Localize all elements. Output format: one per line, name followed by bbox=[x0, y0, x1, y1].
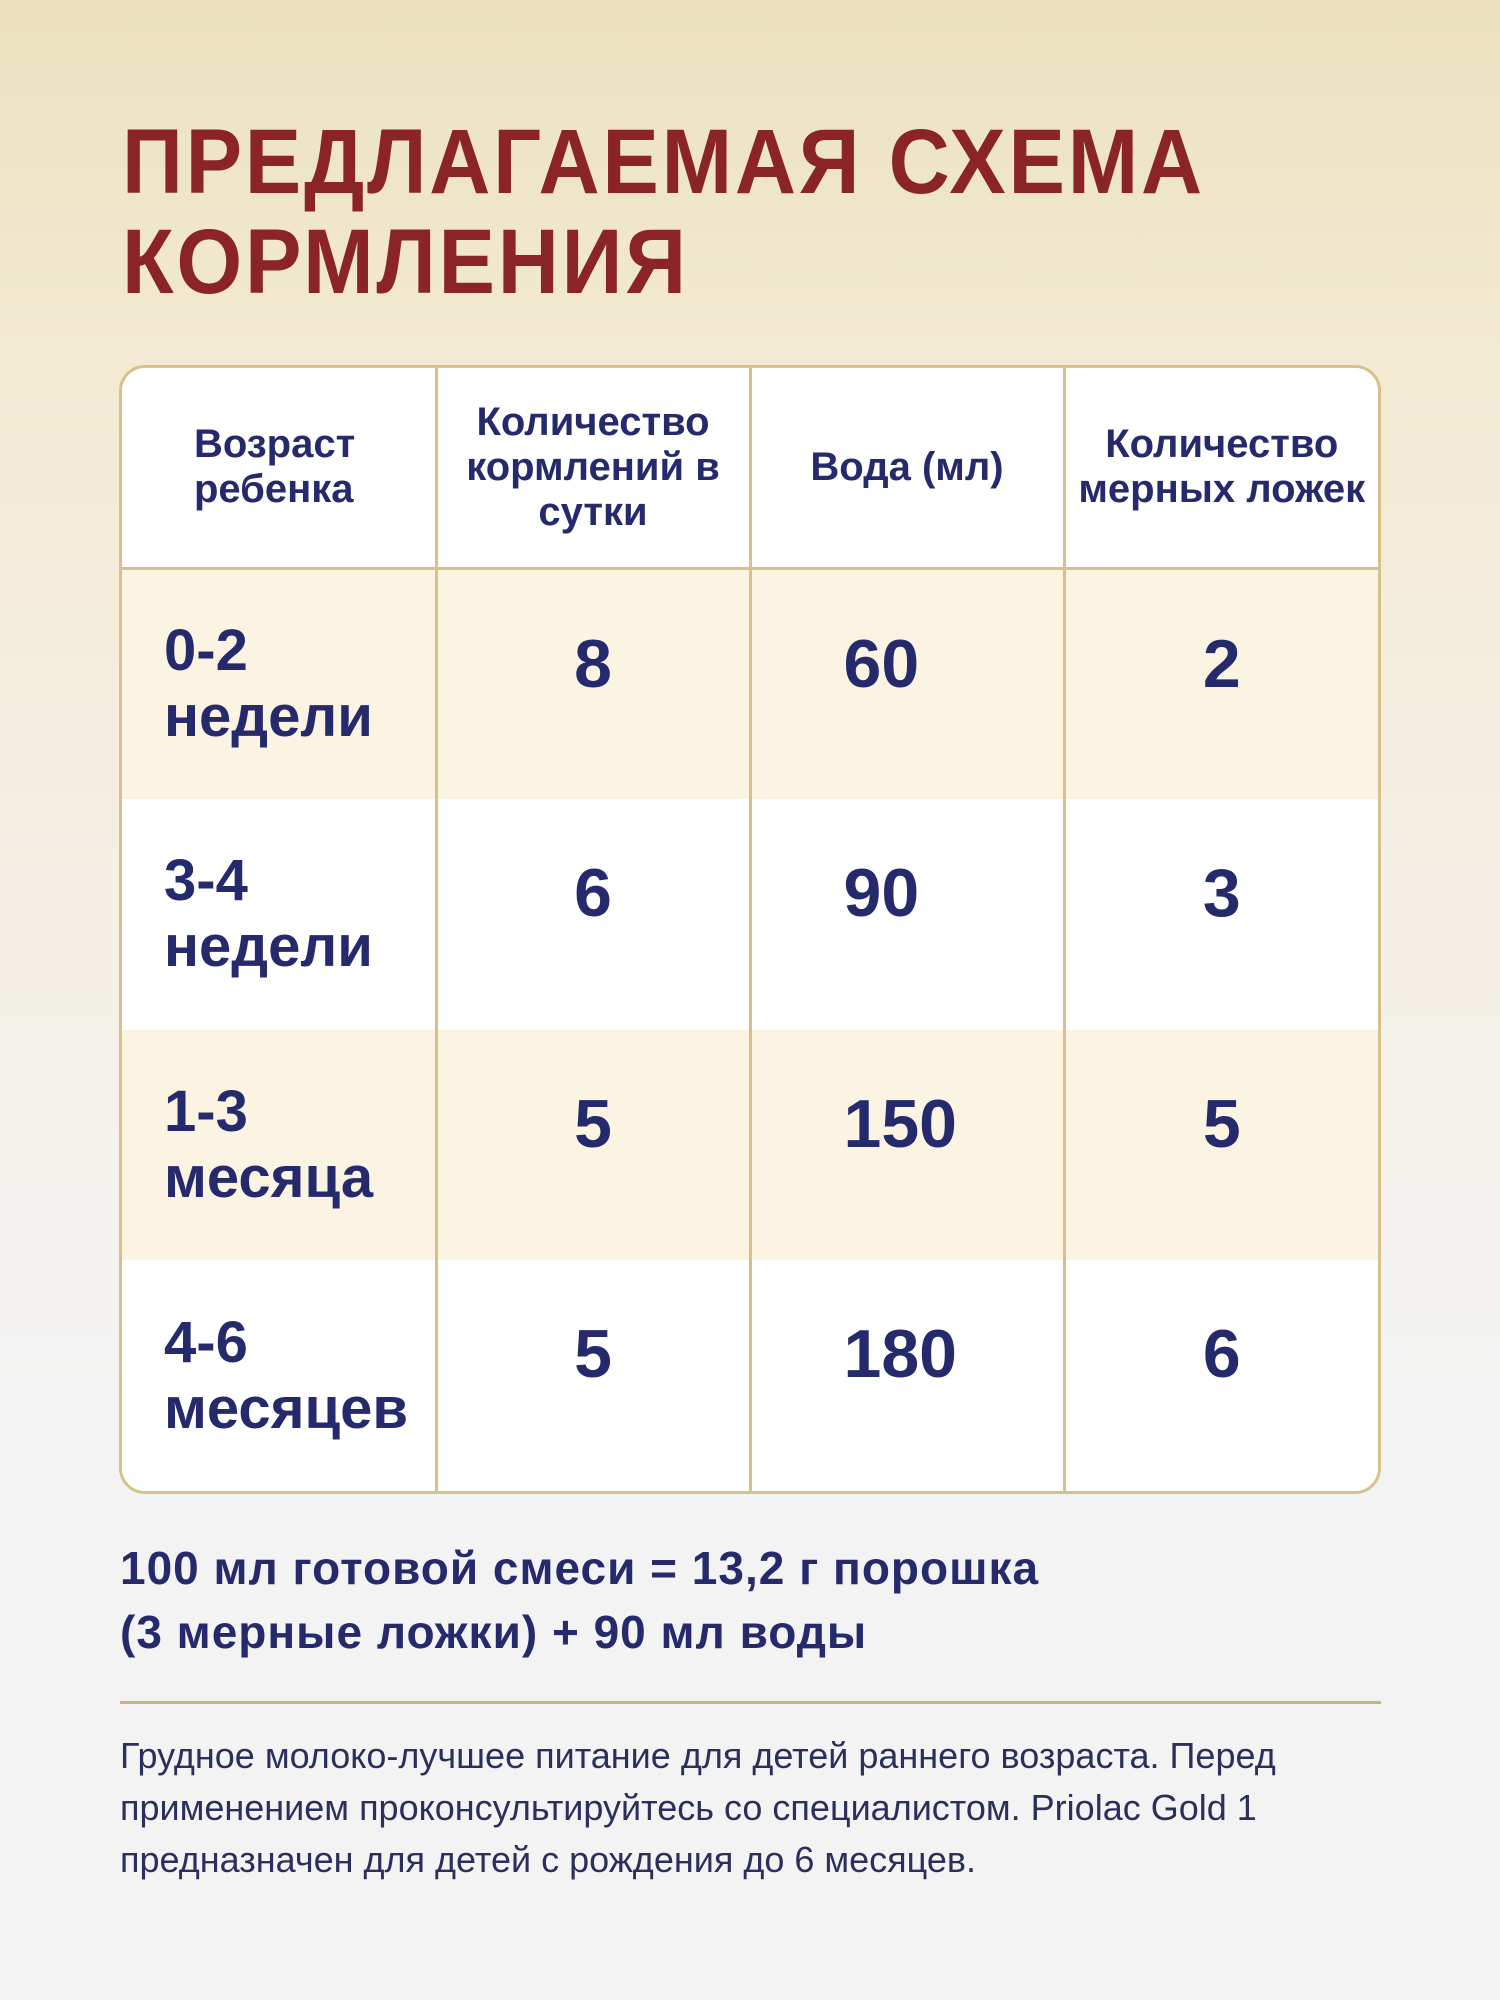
age-range: 3-4 bbox=[164, 848, 248, 914]
header-age: Возраст ребенка bbox=[122, 368, 436, 568]
age-cell bbox=[122, 568, 436, 799]
formula-line-1: 100 мл готовой смеси = 13,2 г порошка bbox=[120, 1542, 1040, 1594]
age-cell bbox=[122, 799, 436, 1030]
formula-line-2: (3 мерные ложки) + 90 мл воды bbox=[120, 1606, 868, 1658]
feedings-cell: 8 bbox=[436, 568, 750, 799]
feedings-cell: 5 bbox=[436, 1030, 750, 1261]
table-header-row bbox=[122, 368, 1378, 568]
title-line-1: ПРЕДЛАГАЕМАЯ СХЕМА bbox=[122, 111, 1205, 213]
feeding-schedule-table bbox=[122, 368, 1378, 1491]
feeding-table bbox=[119, 365, 1381, 1494]
header-feedings: Количество кормлений в сутки bbox=[436, 368, 750, 568]
water-cell: 180 bbox=[750, 1260, 1064, 1491]
age-unit: месяцев bbox=[164, 1375, 409, 1441]
page-title bbox=[122, 112, 1281, 312]
age-cell bbox=[122, 1260, 436, 1491]
water-cell: 90 bbox=[750, 799, 1064, 1030]
age-cell bbox=[122, 1030, 436, 1261]
feedings-cell: 5 bbox=[436, 1260, 750, 1491]
age-range: 0-2 bbox=[164, 618, 248, 684]
title-line-2: КОРМЛЕНИЯ bbox=[122, 211, 689, 313]
table-row bbox=[122, 568, 1378, 799]
age-unit: недели bbox=[164, 914, 373, 980]
table-row bbox=[122, 1030, 1378, 1261]
water-cell: 60 bbox=[750, 568, 1064, 799]
header-spoons: Количество мерных ложек bbox=[1064, 368, 1378, 568]
spoons-cell: 2 bbox=[1064, 568, 1378, 799]
table-row bbox=[122, 799, 1378, 1030]
feedings-cell: 6 bbox=[436, 799, 750, 1030]
spoons-cell: 3 bbox=[1064, 799, 1378, 1030]
spoons-cell: 5 bbox=[1064, 1030, 1378, 1261]
spoons-cell: 6 bbox=[1064, 1260, 1378, 1491]
disclaimer-text: Грудное молоко-лучшее питание для детей раннего возраста. Перед применением проконсультируйтесь со специалистом. Priolac Gold 1 предназначен для детей с рождения до 6 месяцев. bbox=[120, 1735, 1276, 1880]
table-row bbox=[122, 1260, 1378, 1491]
preparation-formula bbox=[120, 1536, 1390, 1664]
water-cell: 150 bbox=[750, 1030, 1064, 1261]
age-range: 1-3 bbox=[164, 1078, 248, 1144]
header-water: Вода (мл) bbox=[750, 368, 1064, 568]
age-unit: месяца bbox=[164, 1144, 374, 1210]
divider bbox=[120, 1701, 1381, 1704]
age-unit: недели bbox=[164, 684, 373, 750]
age-range: 4-6 bbox=[164, 1309, 248, 1375]
